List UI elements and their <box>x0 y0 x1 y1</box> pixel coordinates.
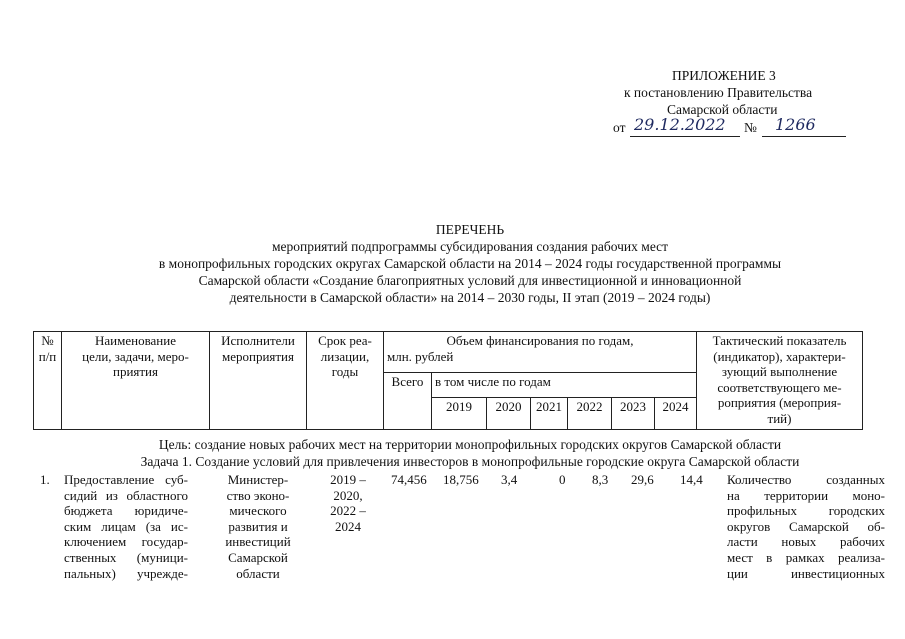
appendix-line-3: Самарской области <box>667 102 778 117</box>
heading-line-3: Самарской области «Создание благоприятных условий для инвестиционной и инновационной <box>198 273 742 288</box>
heading-line-2: в монопрофильных городских округах Самарской области на 2014 – 2024 годы государственной программы <box>158 256 782 271</box>
year-2023: 2023 <box>612 398 655 430</box>
year-2021: 2021 <box>531 398 568 430</box>
year-2022: 2022 <box>568 398 612 430</box>
row1-total: 74,456 <box>391 472 427 487</box>
appendix-number-label: № <box>744 120 757 135</box>
heading-line-4: деятельности в Самарской области» на 2014 – 2030 годы, II этап (2019 – 2024 годы) <box>229 290 711 305</box>
col-incl-header: в том числе по годам <box>432 373 697 398</box>
number-underline <box>762 136 846 137</box>
row1-num: 1. <box>40 472 50 487</box>
col-total-header: Всего <box>384 373 432 430</box>
row1-2020: 3,4 <box>501 472 518 487</box>
row1-indicator: Количество созданных на территории моно- профильных городских округов Самарской об- ласти новых рабочих мест в рамках реализа- ции инвестиционных <box>727 472 885 581</box>
year-2020: 2020 <box>487 398 531 430</box>
appendix-title: ПРИЛОЖЕНИЕ 3 <box>672 68 776 83</box>
date-underline <box>630 136 740 137</box>
col-finance-header: Объем финансирования по годам, млн. рублей <box>384 332 697 373</box>
row1-term: 2019 – 2020, 2022 – 2024 <box>330 472 366 534</box>
task-text: Задача 1. Создание условий для привлечения инвесторов в монопрофильные городские округа Самарской области <box>140 454 800 469</box>
header-table <box>33 331 863 430</box>
appendix-number: 1266 <box>775 115 816 134</box>
col-name-header: Наименование цели, задачи, меро- приятия <box>62 332 210 430</box>
row1-2021: 0 <box>559 472 566 487</box>
row1-2024: 14,4 <box>680 472 703 487</box>
col-term-header: Срок реа- лизации, годы <box>307 332 384 430</box>
row1-2019: 18,756 <box>443 472 479 487</box>
heading-line-1: мероприятий подпрограммы субсидирования создания рабочих мест <box>271 239 669 254</box>
row1-name: Предоставление суб- сидий из областного бюджета юридиче- ским лицам (за ис- ключением государ- ственных (муници- пальных) учрежде- <box>64 472 188 581</box>
col-executor-header: Исполнители мероприятия <box>210 332 307 430</box>
appendix-from-label: от <box>613 120 626 135</box>
year-2019: 2019 <box>432 398 487 430</box>
year-2024: 2024 <box>655 398 697 430</box>
row1-executor: Министер- ство эконо- мического развития и инвестиций Самарской области <box>225 472 291 581</box>
col-num-header: № п/п <box>34 332 62 430</box>
goal-text: Цель: создание новых рабочих мест на территории монопрофильных городских округов Самарской области <box>158 437 782 452</box>
row1-2022: 8,3 <box>592 472 609 487</box>
col-indicator-header: Тактический показатель (индикатор), характери- зующий выполнение соответствующего ме- роприятия (мероприя- тий) <box>697 332 863 430</box>
heading-title: ПЕРЕЧЕНЬ <box>435 222 505 237</box>
row1-2023: 29,6 <box>631 472 654 487</box>
appendix-line-2: к постановлению Правительства <box>624 85 813 100</box>
appendix-date: 29.12.2022 <box>634 115 726 134</box>
